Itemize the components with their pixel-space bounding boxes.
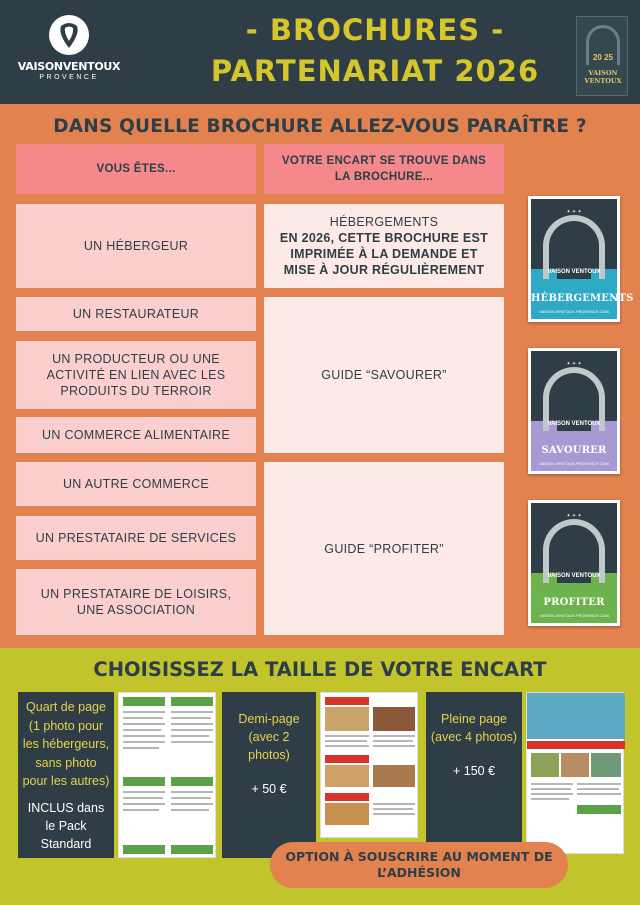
thumb-line bbox=[123, 717, 163, 719]
thumb-line bbox=[373, 745, 415, 747]
thumb-line bbox=[171, 741, 213, 743]
row-autre-commerce: UN AUTRE COMMERCE bbox=[16, 462, 256, 506]
cover-brand: VAISON VENTOUX bbox=[547, 269, 601, 275]
row-prestataire-services: UN PRESTATAIRE DE SERVICES bbox=[16, 516, 256, 560]
brochure-hebergements-cell bbox=[264, 204, 504, 288]
thumb-photo bbox=[373, 707, 415, 731]
thumb-header bbox=[123, 777, 165, 786]
size-full-label: Pleine page (avec 4 photos) bbox=[430, 712, 518, 744]
cover-savourer bbox=[528, 348, 620, 474]
thumb-photo bbox=[325, 707, 369, 731]
thumb-photo bbox=[591, 753, 621, 777]
size-half-price: + 50 € bbox=[251, 782, 287, 796]
thumb-line bbox=[531, 793, 573, 795]
thumb-line bbox=[325, 740, 367, 742]
size-full-thumbnail bbox=[526, 692, 624, 854]
thumb-header bbox=[171, 777, 213, 786]
thumb-line bbox=[325, 735, 369, 737]
thumb-line bbox=[123, 735, 165, 737]
cover-url: VAISON-VENTOUX-PROVENCE.COM bbox=[539, 461, 609, 466]
row-producteur: UN PRODUCTEUR OU UNE ACTIVITÉ EN LIEN AVEC LES PRODUITS DU TERROIR bbox=[16, 341, 256, 409]
header bbox=[0, 0, 640, 104]
thumb-line bbox=[577, 788, 619, 790]
cover-ribbon: ✦ ✦ ✦ bbox=[566, 209, 582, 215]
header-cover-thumbnail bbox=[576, 16, 628, 96]
thumb-photo bbox=[325, 803, 369, 825]
thumb-photo bbox=[373, 765, 415, 787]
cover-ribbon: ✦ ✦ ✦ bbox=[566, 361, 582, 367]
brochure-hebergements-title: HÉBERGEMENTS bbox=[329, 215, 439, 229]
thumb-line bbox=[123, 809, 159, 811]
cover-hebergements bbox=[528, 196, 634, 322]
brochure-section bbox=[0, 104, 640, 648]
thumb-line bbox=[373, 808, 413, 810]
thumb-line bbox=[123, 747, 159, 749]
thumb-line bbox=[123, 741, 165, 743]
thumb-header bbox=[325, 697, 369, 705]
cover-title: HÉBERGEMENTS bbox=[531, 293, 634, 304]
thumb-photo bbox=[561, 753, 589, 777]
cover-profiter bbox=[528, 500, 620, 626]
thumb-line bbox=[325, 745, 369, 747]
thumb-line bbox=[123, 711, 165, 713]
size-half-thumbnail bbox=[320, 692, 418, 838]
row-hebergeur: UN HÉBERGEUR bbox=[16, 204, 256, 288]
size-quarter-label: Quart de page (1 photo pour les hébergeurs, sans photo pour les autres) bbox=[22, 700, 110, 788]
brochure-savourer-cell: GUIDE “SAVOURER” bbox=[264, 297, 504, 453]
thumb-line bbox=[171, 791, 213, 793]
thumb-line bbox=[171, 723, 213, 725]
size-full-price: + 150 € bbox=[452, 764, 496, 778]
thumb-line bbox=[577, 793, 621, 795]
thumb-header bbox=[123, 697, 165, 706]
cover-year: 20 25 bbox=[592, 53, 614, 62]
size-section bbox=[0, 648, 640, 905]
thumb-line bbox=[171, 711, 213, 713]
row-commerce-alimentaire: UN COMMERCE ALIMENTAIRE bbox=[16, 417, 256, 453]
option-badge: OPTION À SOUSCRIRE AU MOMENT DE L’ADHÉSION bbox=[270, 842, 568, 888]
thumb-line bbox=[373, 803, 415, 805]
cover-url: VAISON-VENTOUX-PROVENCE.COM bbox=[539, 613, 609, 618]
brochure-hebergements-note: EN 2026, CETTE BROCHURE EST IMPRIMÉE À LA DEMANDE ET MISE À JOUR RÉGULIÈREMENT bbox=[279, 231, 489, 277]
thumb-line bbox=[531, 788, 571, 790]
thumb-line bbox=[171, 735, 209, 737]
thumb-header bbox=[171, 845, 213, 854]
logo bbox=[14, 14, 124, 94]
thumb-badge bbox=[577, 805, 621, 814]
thumb-photo bbox=[325, 765, 369, 787]
size-quarter-note: INCLUS dans le Pack Standard bbox=[27, 800, 105, 851]
logo-brand: VAISONVENTOUX bbox=[17, 60, 121, 73]
cover-title: SAVOURER bbox=[541, 445, 607, 456]
size-half-label: Demi-page (avec 2 photos) bbox=[238, 712, 300, 762]
logo-subtitle: PROVENCE bbox=[39, 74, 99, 81]
thumb-line bbox=[123, 797, 163, 799]
cover-title: PROFITER bbox=[543, 597, 605, 608]
thumb-line bbox=[123, 803, 165, 805]
row-prestataire-loisirs: UN PRESTATAIRE DE LOISIRS, UNE ASSOCIATION bbox=[16, 569, 256, 635]
thumb-header bbox=[325, 793, 369, 801]
size-full-box bbox=[426, 692, 522, 858]
thumb-line bbox=[531, 798, 569, 800]
logo-icon bbox=[48, 14, 90, 56]
page-title bbox=[190, 10, 560, 92]
thumb-header bbox=[123, 845, 165, 854]
thumb-line bbox=[373, 740, 413, 742]
thumb-line bbox=[171, 803, 213, 805]
thumb-line bbox=[373, 813, 415, 815]
cover-brand: VAISON VENTOUX bbox=[584, 69, 622, 85]
thumb-line bbox=[123, 729, 161, 731]
thumb-photo-pool bbox=[527, 693, 625, 739]
thumb-line bbox=[531, 783, 573, 785]
thumb-header bbox=[527, 741, 625, 749]
section-heading: DANS QUELLE BROCHURE ALLEZ-VOUS PARAÎTRE ? bbox=[53, 116, 587, 137]
cover-ribbon: ✦ ✦ ✦ bbox=[566, 513, 582, 519]
page-title-line2: PARTENARIAT 2026 bbox=[210, 54, 540, 88]
thumb-line bbox=[123, 723, 165, 725]
thumb-line bbox=[123, 791, 165, 793]
brochure-profiter-cell: GUIDE “PROFITER” bbox=[264, 462, 504, 635]
thumb-header bbox=[171, 697, 213, 706]
size-heading: CHOISISSEZ LA TAILLE DE VOTRE ENCART bbox=[93, 658, 547, 681]
thumb-line bbox=[171, 717, 211, 719]
size-quarter-box bbox=[18, 692, 114, 858]
page-title-line1: - BROCHURES - bbox=[245, 13, 505, 47]
thumb-line bbox=[171, 729, 213, 731]
column-header-you-are: VOUS ÊTES... bbox=[16, 144, 256, 194]
thumb-line bbox=[577, 783, 621, 785]
size-quarter-thumbnail bbox=[118, 692, 216, 858]
cover-brand: VAISON VENTOUX bbox=[547, 421, 601, 427]
size-half-box bbox=[222, 692, 316, 858]
thumb-photo bbox=[531, 753, 559, 777]
thumb-line bbox=[373, 735, 415, 737]
row-restaurateur: UN RESTAURATEUR bbox=[16, 297, 256, 331]
cover-brand: VAISON VENTOUX bbox=[547, 573, 601, 579]
cover-url: VAISON-VENTOUX-PROVENCE.COM bbox=[539, 309, 609, 314]
column-header-brochure: VOTRE ENCART SE TROUVE DANS LA BROCHURE... bbox=[264, 144, 504, 194]
thumb-line bbox=[171, 797, 211, 799]
thumb-line bbox=[171, 809, 209, 811]
thumb-header bbox=[325, 755, 369, 763]
